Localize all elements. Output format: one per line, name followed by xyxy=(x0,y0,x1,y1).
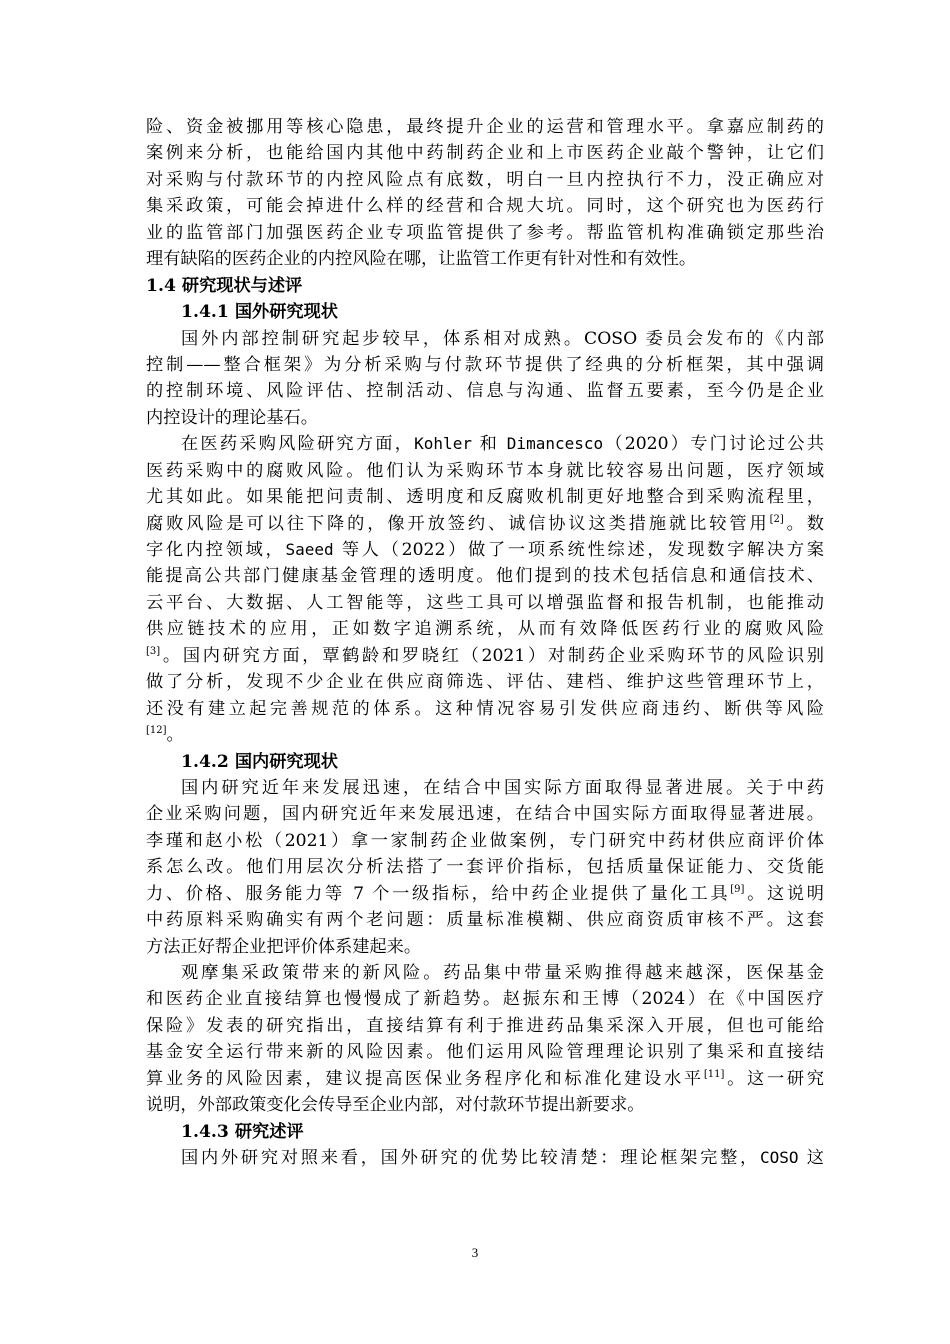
body-line: 业的监管部门加强医药企业专项监管提供了参考。帮监管机构准确锁定那些治 xyxy=(146,222,824,243)
body-line: 医药采购中的腐败风险。他们认为采购环节本身就比较容易出问题，医疗领域 xyxy=(146,460,824,481)
subsection-heading: 1.4.3 研究述评 xyxy=(181,1121,304,1142)
body-line: 的控制环境、风险评估、控制活动、信息与沟通、监督五要素，至今仍是企业 xyxy=(146,381,824,402)
body-line: 险、资金被挪用等核心隐患，最终提升企业的运营和管理水平。拿嘉应制药的 xyxy=(146,117,824,137)
text-run: 国内外研究对照来看，国外研究的优势比较清楚：理论框架完整， xyxy=(181,1148,761,1169)
citation-ref: [3] xyxy=(146,645,161,657)
text-run: 在医药采购风险研究方面， xyxy=(181,434,415,455)
body-line: 李瑾和赵小松（2021）拿一家制药企业做案例，专门研究中药材供应商评价体 xyxy=(146,830,824,851)
text-run: 。 xyxy=(166,725,184,746)
body-line xyxy=(146,537,824,563)
body-line: 说明，外部政策变化会传导至企业内部，对付款环节提出新要求。 xyxy=(146,1095,645,1116)
body-line: 内控设计的理论基石。 xyxy=(146,407,318,428)
body-line: 案例来分析，也能给国内其他中药制药企业和上市医药企业敲个警钟，让它们 xyxy=(146,143,824,164)
body-line: 和医药企业直接结算也慢慢成了新趋势。赵振东和王博（2024）在《中国医疗 xyxy=(146,989,824,1010)
body-line: 国外内部控制研究起步较早，体系相对成熟。COSO 委员会发布的《内部 xyxy=(181,328,824,349)
citation-ref: [11] xyxy=(703,1068,725,1080)
subsection-heading: 1.4.2 国内研究现状 xyxy=(181,751,338,772)
text-run: COSO xyxy=(760,1148,799,1168)
text-run: 。数 xyxy=(783,513,824,534)
text-run: 和 xyxy=(471,434,507,455)
text-run: Dimancesco xyxy=(506,434,604,454)
body-line xyxy=(146,1145,824,1171)
text-run: 这 xyxy=(798,1148,824,1169)
body-line xyxy=(146,643,824,669)
section-heading: 1.4 研究现状与述评 xyxy=(146,275,303,296)
text-run: 。这说明 xyxy=(744,883,824,904)
body-line: 供应链技术的应用，正如数字追溯系统，从而有效降低医药行业的腐败风险 xyxy=(146,619,824,640)
body-line: 尤其如此。如果能把问责制、透明度和反腐败机制更好地整合到采购流程里， xyxy=(146,487,824,508)
body-line xyxy=(146,722,824,748)
body-line: 集采政策，可能会掉进什么样的经营和合规大坑。同时，这个研究也为医药行 xyxy=(146,196,824,217)
body-line: 对采购与付款环节的内控风险点有底数，明白一旦内控执行不力，没正确应对 xyxy=(146,169,824,190)
citation-ref: [12] xyxy=(146,725,167,737)
page-body xyxy=(146,114,824,1172)
body-line: 基金安全运行带来新的风险因素。他们运用风险管理理论识别了集采和直接结 xyxy=(146,1042,824,1063)
text-run: Kohler xyxy=(414,434,472,454)
citation-ref: [2] xyxy=(769,513,784,525)
body-line: 云平台、大数据、人工智能等，这些工具可以增强监督和报告机制，也能推动 xyxy=(146,592,824,613)
body-line: 理有缺陷的医药企业的内控风险在哪，让监管工作更有针对性和有效性。 xyxy=(146,249,697,270)
body-line: 做了分析，发现不少企业在供应商筛选、评估、建档、维护这些管理环节上， xyxy=(146,672,824,693)
text-run: Saeed xyxy=(285,540,334,559)
body-line: 企业采购问题，国内研究近年来发展迅速，在结合中国实际方面取得显著进展。 xyxy=(146,804,824,825)
body-line: 还没有建立起完善规范的体系。这种情况容易引发供应商违约、断供等风险 xyxy=(146,698,824,719)
body-line: 观摩集采政策带来的新风险。药品集中带量采购推得越来越深，医保基金 xyxy=(181,963,824,983)
body-line xyxy=(146,431,824,457)
body-line xyxy=(146,511,824,537)
body-line: 国内研究近年来发展迅速，在结合中国实际方面取得显著进展。关于中药 xyxy=(181,777,824,798)
citation-ref: [9] xyxy=(730,883,745,895)
text-run: 等人（2022）做了一项系统性综述，发现数字解决方案 xyxy=(333,540,824,560)
text-run: 。国内研究方面，覃鹤龄和罗晓红（2021）对制药企业采购环节的风险识别 xyxy=(160,645,824,666)
body-line: 系怎么改。他们用层次分析法搭了一套评价指标，包括质量保证能力、交货能 xyxy=(146,857,824,878)
text-run: 腐败风险是可以往下降的，像开放签约、诚信协议这类措施就比较管用 xyxy=(146,513,770,534)
text-run: 力、价格、服务能力等 7 个一级指标，给中药企业提供了量化工具 xyxy=(146,883,731,904)
body-line xyxy=(146,881,824,907)
text-run: （2020）专门讨论过公共 xyxy=(603,434,824,455)
subsection-heading: 1.4.1 国外研究现状 xyxy=(181,302,338,323)
text-run: 。这一研究 xyxy=(724,1068,824,1089)
body-line: 保险》发表的研究指出，直接结算有利于推进药品集采深入开展，但也可能给 xyxy=(146,1015,824,1036)
text-run: 算业务的风险因素，建议提高医保业务程序化和标准化建设水平 xyxy=(146,1068,704,1089)
body-line: 能提高公共部门健康基金管理的透明度。他们提到的技术包括信息和通信技术、 xyxy=(146,566,824,587)
body-line: 中药原料采购确实有两个老问题：质量标准模糊、供应商资质审核不严。这套 xyxy=(146,910,824,931)
body-line xyxy=(146,1066,824,1092)
page-number: 3 xyxy=(471,1245,479,1260)
body-line: 方法正好帮企业把评价体系建起来。 xyxy=(146,936,422,957)
body-line: 控制——整合框架》为分析采购与付款环节提供了经典的分析框架，其中强调 xyxy=(146,354,824,375)
text-run: 字化内控领域， xyxy=(146,540,286,560)
